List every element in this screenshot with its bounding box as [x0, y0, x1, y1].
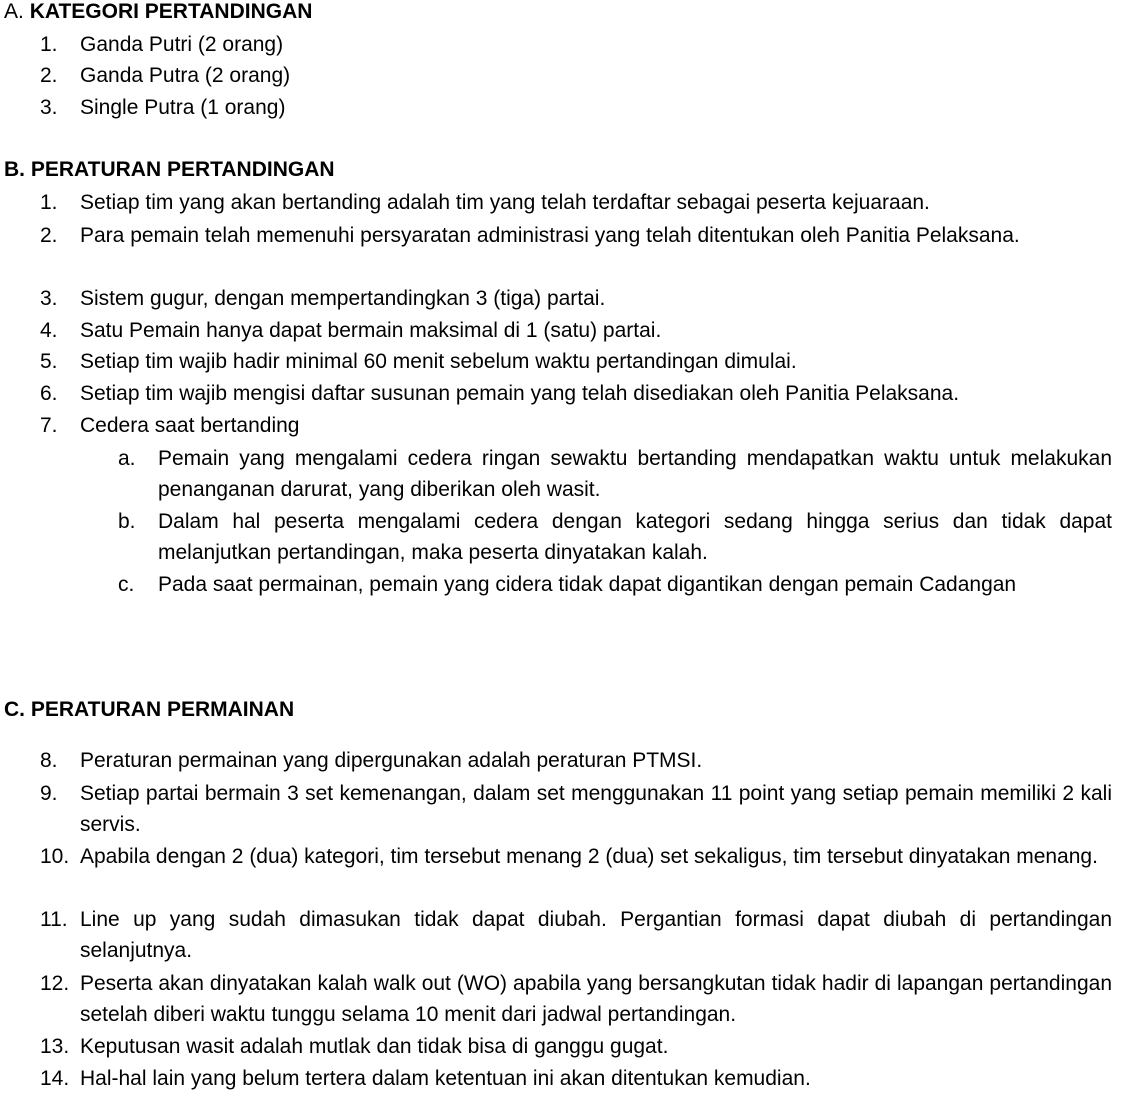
list-number: 6.	[40, 382, 58, 405]
section-c-heading: C. PERATURAN PERMAINAN	[4, 698, 295, 721]
sub-list-item	[118, 443, 1112, 505]
list-item	[40, 968, 1112, 1030]
list-number: 4.	[40, 319, 58, 342]
list-item	[40, 29, 1112, 60]
list-text: Para pemain telah memenuhi persyaratan administrasi yang telah ditentukan oleh Panitia Pelaksana.	[80, 224, 1020, 247]
list-number: 7.	[40, 414, 58, 437]
list-number: 3.	[40, 287, 58, 310]
list-item	[40, 315, 1112, 346]
list-number: 9.	[40, 782, 58, 805]
list-text: Peserta akan dinyatakan kalah walk out (WO) apabila yang bersangkutan tidak hadir di lapangan pertandingan setelah diberi waktu tunggu selama 10 menit dari jadwal pertandingan.	[80, 972, 1112, 1026]
list-text: Apabila dengan 2 (dua) kategori, tim tersebut menang 2 (dua) set sekaligus, tim tersebut dinyatakan menang.	[80, 845, 1098, 868]
sub-list-letter: c.	[118, 573, 135, 596]
list-number: 10.	[40, 845, 70, 868]
list-item	[40, 283, 1112, 314]
sub-list-item	[118, 569, 1112, 600]
list-text: Setiap tim yang akan bertanding adalah tim yang telah terdaftar sebagai peserta kejuaraan.	[80, 191, 930, 214]
list-number: 1.	[40, 191, 58, 214]
list-number: 8.	[40, 749, 58, 772]
list-text: Setiap tim wajib mengisi daftar susunan pemain yang telah disediakan oleh Panitia Pelaksana.	[80, 382, 960, 405]
list-number: 2.	[40, 64, 58, 87]
list-number: 13.	[40, 1035, 70, 1058]
list-number: 11.	[40, 908, 68, 931]
list-text: Setiap partai bermain 3 set kemenangan, dalam set menggunakan 11 point yang setiap pemain memiliki 2 kali servis.	[80, 782, 1112, 836]
list-number: 3.	[40, 96, 58, 119]
list-number: 12.	[40, 972, 70, 995]
sub-list-letter: a.	[118, 447, 136, 470]
list-item	[40, 92, 1112, 123]
list-item	[40, 1031, 1112, 1062]
list-text: Line up yang sudah dimasukan tidak dapat diubah. Pergantian formasi dapat diubah di pertandingan selanjutnya.	[80, 908, 1112, 962]
list-item	[40, 346, 1112, 377]
list-text: Single Putra (1 orang)	[80, 96, 286, 119]
section-a-heading	[4, 0, 312, 24]
list-text: Cedera saat bertanding	[80, 414, 300, 437]
list-item	[40, 60, 1112, 91]
section-a-prefix: A.	[4, 0, 30, 23]
list-text: Setiap tim wajib hadir minimal 60 menit sebelum waktu pertandingan dimulai.	[80, 350, 797, 373]
list-text: Keputusan wasit adalah mutlak dan tidak bisa di ganggu gugat.	[80, 1035, 669, 1058]
list-text: Peraturan permainan yang dipergunakan adalah peraturan PTMSI.	[80, 749, 703, 772]
section-a-title: KATEGORI PERTANDINGAN	[29, 0, 313, 23]
list-text: Satu Pemain hanya dapat bermain maksimal di 1 (satu) partai.	[80, 319, 662, 342]
list-item	[40, 841, 1112, 872]
list-item	[40, 220, 1112, 251]
list-item	[40, 187, 1112, 218]
list-number: 14.	[40, 1067, 70, 1090]
sub-list-item	[118, 506, 1112, 568]
section-b-heading: B. PERATURAN PERTANDINGAN	[4, 158, 335, 181]
list-item	[40, 378, 1112, 409]
list-item	[40, 745, 1112, 776]
sub-list-letter: b.	[118, 510, 136, 533]
list-item	[40, 1063, 1112, 1094]
sub-list-text: Pemain yang mengalami cedera ringan sewaktu bertanding mendapatkan waktu untuk melakukan penanganan darurat, yang diberikan oleh wasit.	[158, 447, 1112, 501]
list-item	[40, 778, 1112, 840]
list-number: 2.	[40, 224, 58, 247]
list-text: Sistem gugur, dengan mempertandingkan 3 (tiga) partai.	[80, 287, 606, 310]
list-number: 5.	[40, 350, 58, 373]
list-item	[40, 904, 1112, 966]
list-number: 1.	[40, 33, 58, 56]
sub-list-text: Pada saat permainan, pemain yang cidera tidak dapat digantikan dengan pemain Cadangan	[158, 573, 1017, 596]
list-text: Ganda Putri (2 orang)	[80, 33, 284, 56]
list-text: Ganda Putra (2 orang)	[80, 64, 291, 87]
list-item	[40, 410, 1112, 441]
list-text: Hal-hal lain yang belum tertera dalam ketentuan ini akan ditentukan kemudian.	[80, 1067, 811, 1090]
sub-list-text: Dalam hal peserta mengalami cedera dengan kategori sedang hingga serius dan tidak dapat melanjutkan pertandingan, maka peserta dinyatakan kalah.	[158, 510, 1112, 564]
